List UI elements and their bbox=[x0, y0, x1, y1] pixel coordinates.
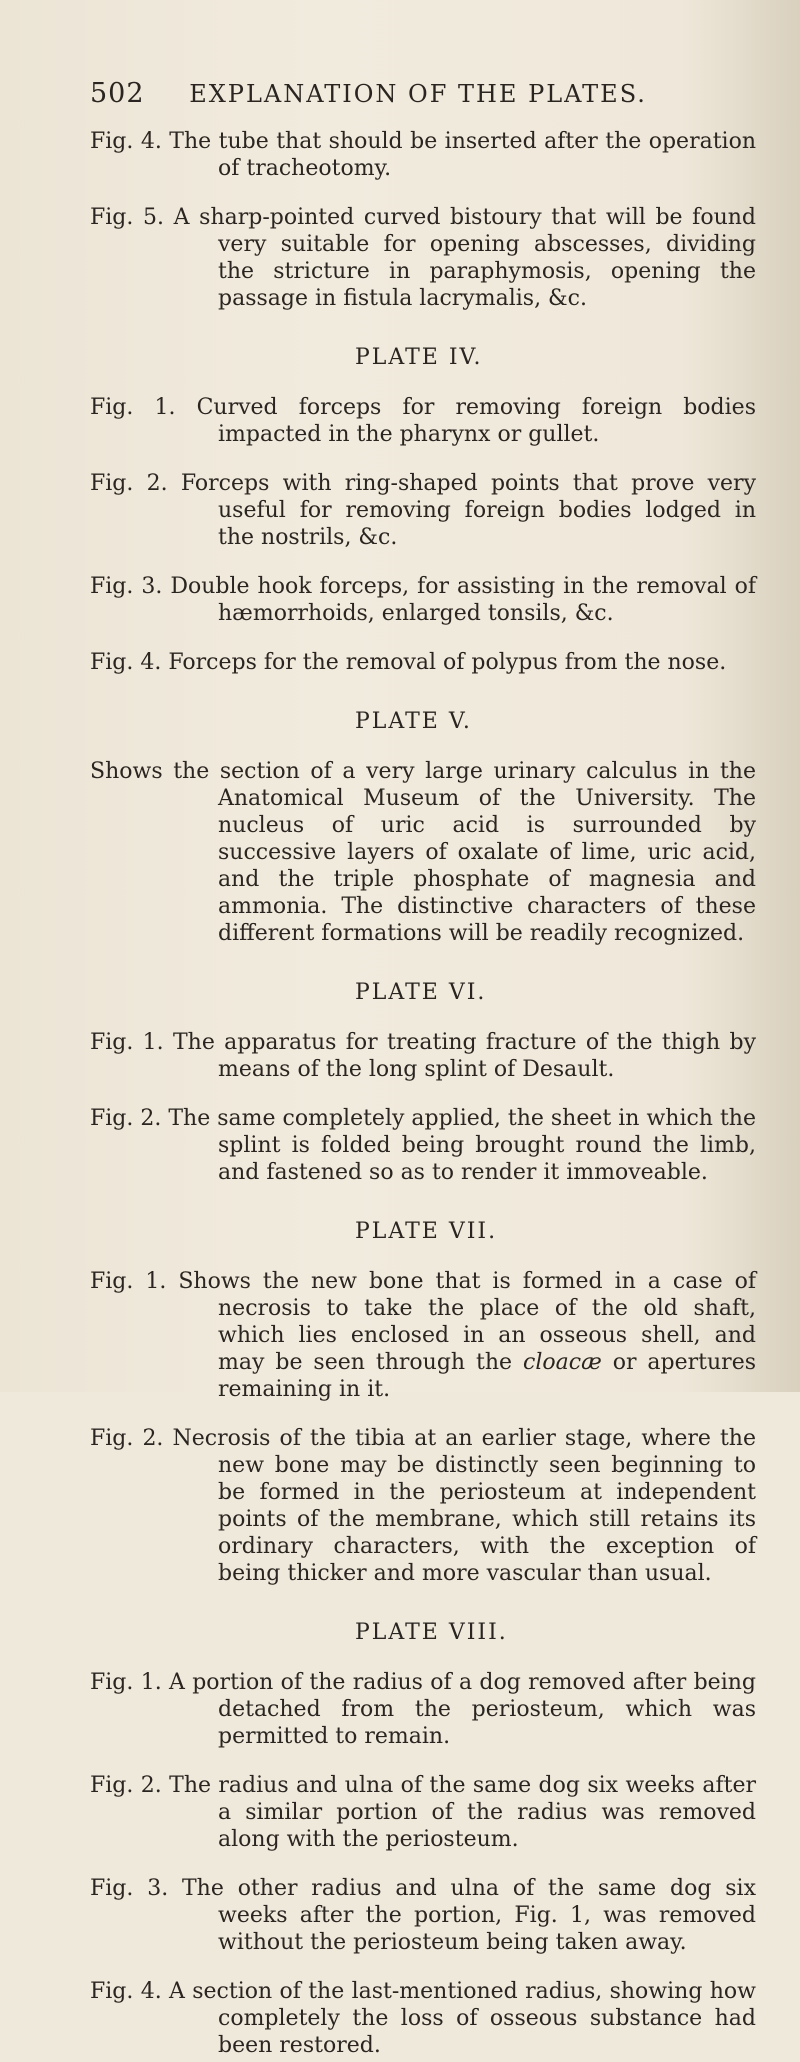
plate-heading: PLATE VII. bbox=[355, 1219, 498, 1244]
fig-paragraph: Fig. 1. A portion of the radius of a dog removed after being detached from the periosteum, which was permitted to remain. bbox=[90, 1670, 756, 1749]
plate-heading: PLATE V. bbox=[355, 709, 472, 734]
fig-paragraph: Fig. 2. The same completely applied, the sheet in which the splint is folded being brought round the limb, and fastened so as to render it immoveable. bbox=[90, 1106, 756, 1185]
fig-italic-term: cloacæ bbox=[523, 1350, 602, 1375]
fig-text: Fig. 1. Shows the new bone that is formed in a case of necrosis to take the place of the old shaft, which lies enclosed in an osseous shell, and may be seen through the bbox=[90, 1269, 756, 1375]
fig-paragraph: Fig. 2. Necrosis of the tibia at an earlier stage, where the new bone may be distinctly seen beginning to be formed in the periosteum at independent points of the membrane, which still retains its ordinary characters, with the exception of being thicker and more vascular than usual. bbox=[90, 1426, 756, 1586]
fig-paragraph: Fig. 2. Forceps with ring-shaped points that prove very useful for removing foreign bodies lodged in the nostrils, &c. bbox=[90, 471, 756, 550]
running-title: EXPLANATION OF THE PLATES. bbox=[189, 80, 647, 108]
fig-paragraph: Fig. 3. The other radius and ulna of the same dog six weeks after the portion, Fig. 1, was removed without the periosteum being taken away. bbox=[90, 1876, 756, 1955]
fig-paragraph: Fig. 2. The radius and ulna of the same dog six weeks after a similar portion of the radius was removed along with the periosteum. bbox=[90, 1773, 756, 1852]
fig-paragraph: Fig. 5. A sharp-pointed curved bistoury that will be found very suitable for opening abscesses, dividing the stricture in paraphymosis, opening the passage in fistula lacrymalis, &c. bbox=[90, 205, 756, 311]
page-body bbox=[0, 128, 800, 2062]
plate-description: Shows the section of a very large urinary calculus in the Anatomical Museum of the University. The nucleus of uric acid is surrounded by successive layers of oxalate of lime, uric acid, and the triple phosphate of magnesia and ammonia. The distinctive characters of these different formations will be readily recognized. bbox=[90, 759, 756, 946]
fig-paragraph bbox=[90, 1268, 756, 1403]
fig-paragraph: Fig. 4. Forceps for the removal of polypus from the nose. bbox=[90, 650, 727, 675]
fig-paragraph: Fig. 4. The tube that should be inserted after the operation of tracheotomy. bbox=[90, 129, 756, 181]
plate-heading: PLATE VI. bbox=[355, 980, 487, 1005]
plate-heading: PLATE VIII. bbox=[355, 1620, 508, 1645]
plate-heading: PLATE IV. bbox=[355, 345, 483, 370]
fig-paragraph: Fig. 1. Curved forceps for removing foreign bodies impacted in the pharynx or gullet. bbox=[90, 395, 756, 447]
fig-paragraph: Fig. 4. A section of the last-mentioned radius, showing how completely the loss of osseous substance had been restored. bbox=[90, 1979, 756, 2058]
page-number: 502 bbox=[90, 78, 145, 109]
fig-text: or apertures remaining in it. bbox=[218, 1350, 756, 1402]
fig-paragraph: Fig. 1. The apparatus for treating fracture of the thigh by means of the long splint of Desault. bbox=[90, 1030, 756, 1082]
fig-paragraph: Fig. 3. Double hook forceps, for assisting in the removal of hæmorrhoids, enlarged tonsils, &c. bbox=[90, 574, 756, 626]
running-header bbox=[90, 78, 780, 109]
